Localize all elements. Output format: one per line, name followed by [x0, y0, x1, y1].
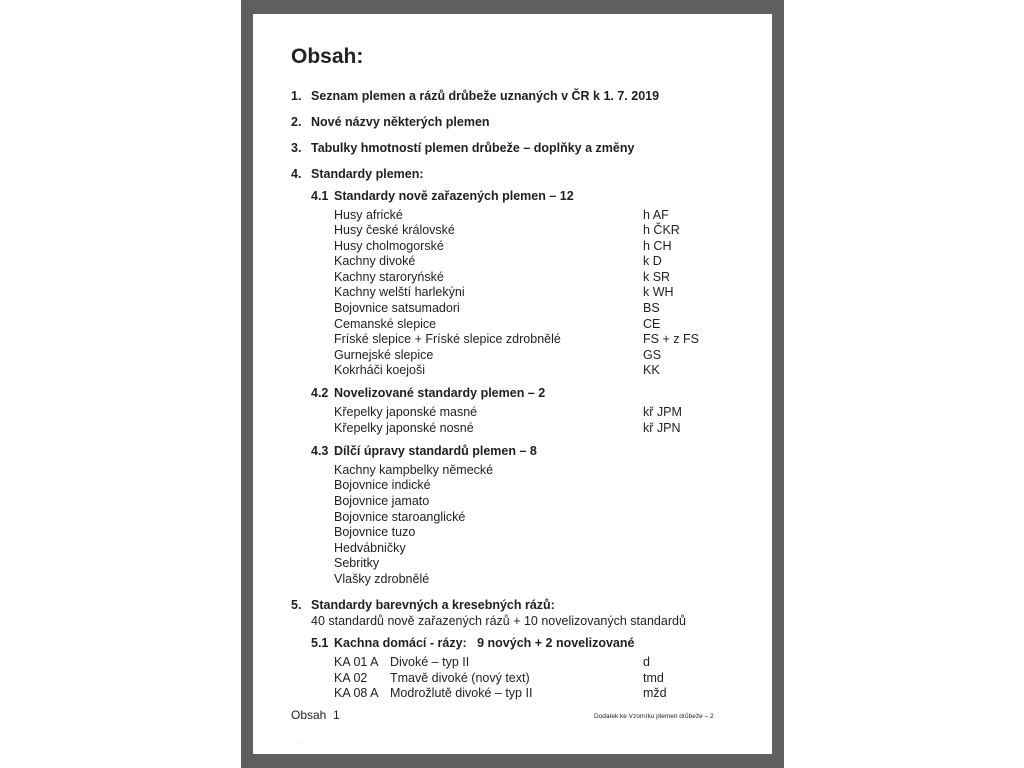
breed-name: Fríské slepice + Fríské slepice zdrobnělé: [334, 332, 561, 346]
variety-abbr: tmd: [643, 671, 664, 685]
breed-name: Bojovnice staroanglické: [334, 510, 466, 524]
variety-code: KA 01 A: [334, 655, 379, 669]
breed-abbr: kř JPN: [643, 421, 681, 435]
footer-page-label: Obsah 1: [291, 708, 340, 722]
breed-name: Bojovnice jamato: [334, 494, 430, 508]
breed-abbr: h ČKR: [643, 223, 680, 237]
subsection-5-1-number: 5.1: [311, 636, 329, 650]
breed-name: Bojovnice tuzo: [334, 525, 416, 539]
breed-abbr: GS: [643, 348, 662, 362]
variety-abbr: d: [643, 655, 650, 669]
section-3-title: Tabulky hmotností plemen drůbeže – doplňky a změny: [311, 141, 635, 155]
breed-abbr: k D: [643, 254, 662, 268]
breed-abbr: FS + z FS: [643, 332, 699, 346]
breed-name: Vlašky zdrobnělé: [334, 572, 430, 586]
section-5-text: 40 standardů nově zařazených rázů + 10 novelizovaných standardů: [311, 614, 686, 628]
section-2-title: Nové názvy některých plemen: [311, 115, 490, 129]
breed-abbr: k WH: [643, 285, 674, 299]
breed-name: Kachny kampbelky německé: [334, 463, 494, 477]
breed-name: Kachny staroryńské: [334, 270, 444, 284]
section-3-number: 3.: [291, 141, 302, 155]
breed-name: Bojovnice satsumadori: [334, 301, 460, 315]
variety-description: Divoké – typ II: [390, 655, 470, 669]
breed-name: Kachny welští harlekýni: [334, 285, 465, 299]
breed-abbr: kř JPM: [643, 405, 682, 419]
breed-name: Kachny divoké: [334, 254, 416, 268]
section-4-title: Standardy plemen:: [311, 167, 424, 181]
breed-name: Cemanské slepice: [334, 317, 437, 331]
section-2-number: 2.: [291, 115, 302, 129]
breed-abbr: CE: [643, 317, 661, 331]
breed-name: Bojovnice indické: [334, 478, 431, 492]
breed-name: Hedvábničky: [334, 541, 406, 555]
variety-code: KA 02: [334, 671, 368, 685]
breed-name: Gurnejské slepice: [334, 348, 434, 362]
faint-page-mark: · · ·: [295, 740, 305, 746]
breed-abbr: BS: [643, 301, 660, 315]
section-4-number: 4.: [291, 167, 302, 181]
subsection-4-1-number: 4.1: [311, 189, 329, 203]
section-5-number: 5.: [291, 598, 302, 612]
subsection-5-1-title: Kachna domácí - rázy: 9 nových + 2 novelizované: [334, 636, 635, 650]
breed-name: Husy cholmogorské: [334, 239, 444, 253]
breed-name: Husy africké: [334, 208, 403, 222]
variety-description: Modrožlutě divoké – typ II: [390, 686, 533, 700]
subsection-4-3-number: 4.3: [311, 444, 329, 458]
variety-description: Tmavě divoké (nový text): [390, 671, 530, 685]
document-page: [253, 14, 772, 754]
breed-name: Kokrháči koejoši: [334, 363, 426, 377]
breed-name: Husy české královské: [334, 223, 455, 237]
subsection-4-1-title: Standardy nově zařazených plemen – 12: [334, 189, 574, 203]
variety-abbr: mžd: [643, 686, 667, 700]
breed-name: Sebritky: [334, 556, 380, 570]
footer-document-title: Dodatek ke Vzorníku plemen drůbeže – 2: [594, 713, 714, 720]
breed-abbr: h AF: [643, 208, 669, 222]
subsection-4-3-title: Dílčí úpravy standardů plemen – 8: [334, 444, 537, 458]
breed-name: Křepelky japonské nosné: [334, 421, 474, 435]
subsection-4-2-title: Novelizované standardy plemen – 2: [334, 386, 546, 400]
section-1-title: Seznam plemen a rázů drůbeže uznaných v ČR k 1. 7. 2019: [311, 89, 660, 103]
breed-abbr: k SR: [643, 270, 671, 284]
page-heading: Obsah:: [291, 45, 364, 68]
breed-abbr: KK: [643, 363, 660, 377]
variety-code: KA 08 A: [334, 686, 379, 700]
breed-abbr: h CH: [643, 239, 672, 253]
section-1-number: 1.: [291, 89, 302, 103]
breed-name: Křepelky japonské masné: [334, 405, 478, 419]
section-5-title: Standardy barevných a kresebných rázů:: [311, 598, 555, 612]
subsection-4-2-number: 4.2: [311, 386, 329, 400]
